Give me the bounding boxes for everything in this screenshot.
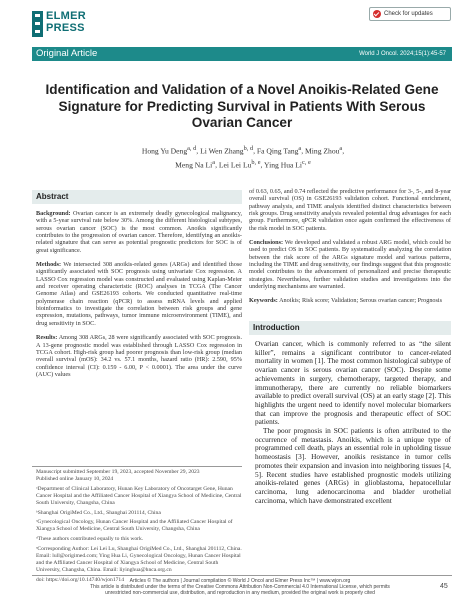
author-affiliation-sup: c, e xyxy=(302,158,311,166)
abstract-background: Background: Ovarian cancer is an extremely deadly gynecological malignancy, with a 5-year survival rate below 30%. Among the different histological subtypes, serous ovarian cancer (SOC) is the most common. Anoikis significantly contributes to the progression of ovarian cancer. Therefore, identifying an anoikis-related signature that can serve as potential prognostic predictors for SOC is of great significance. xyxy=(36,210,242,254)
logo-mark-icon xyxy=(32,11,43,37)
elmer-press-logo xyxy=(32,10,92,40)
introduction-body xyxy=(255,340,451,505)
author-affiliation-sup: b, e xyxy=(251,158,261,166)
article-banner xyxy=(32,47,452,61)
author-affiliation-sup: a xyxy=(298,145,302,152)
checkmark-icon xyxy=(373,10,381,18)
abstract-right-column xyxy=(249,188,451,312)
author-line-2 xyxy=(48,157,438,171)
author-name: , Lei Lei Lu xyxy=(215,160,252,170)
footer-license-1: This article is distributed under the terms of the Creative Commons Attribution Non-Commercial 4.0 International License, which permits xyxy=(90,584,390,590)
affiliation-a: ᵃDepartment of Clinical Laboratory, Hunan Key Laboratory of Oncotarget Gene, Hunan Cancer Hospital and the Affiliated Cancer Hospital of Xiangya School of Medicine, Central South University, Changsha, China xyxy=(36,485,242,506)
affiliation-c: ᶜGynecological Oncology, Hunan Cancer Hospital and the Affiliated Cancer Hospital of Xiangya School of Medicine, Central South University, Changsha, China xyxy=(36,519,233,533)
page-number: 45 xyxy=(440,583,448,590)
abstract-heading: Abstract xyxy=(32,190,242,204)
meta-divider xyxy=(32,466,242,467)
doi-link[interactable]: doi: https://doi.org/10.14740/wjon1714 xyxy=(36,576,125,583)
author-name: , Li Wen Zhang xyxy=(196,146,244,156)
received-date: Manuscript submitted September 19, 2023, accepted November 29, 2023 Published online January 10, 2024 xyxy=(36,469,200,482)
abstract-left-column xyxy=(36,210,242,385)
author-line-1: Hong Yu Deng$^{a, d}$, Li Wen Zhang$^{b, d}$, Fa Qing Tang$^a$, Ming Zhou$^a$, xyxy=(141,145,345,156)
author-affiliation-sup: a xyxy=(212,158,216,166)
affiliation-b: ᵇShanghai OrigiMed Co., Ltd., Shanghai 201114, China xyxy=(36,509,161,516)
introduction-heading: Introduction xyxy=(249,321,451,335)
footer-license-2: unrestricted non-commercial use, distribution, and reproduction in any medium, provided the original work is properly cited xyxy=(105,590,375,596)
author-name: , Ying Hua Li xyxy=(260,160,303,170)
author-list xyxy=(48,143,438,170)
article-title: Identification and Validation of a Novel Anoikis-Related Gene Signature for Predicting Survival in Patients With Serous Ovarian Cancer xyxy=(45,82,439,130)
check-for-updates-label: Check for updates xyxy=(384,11,433,17)
abstract-keywords: Keywords: Anoikis; Risk score; Validation; Serous ovarian cancer; Prognosis xyxy=(249,297,443,305)
logo-text xyxy=(46,10,86,34)
article-metadata xyxy=(36,469,242,587)
logo-line-1: ELMER xyxy=(46,10,86,22)
author-affiliation-sup: a xyxy=(339,145,343,152)
abstract-results: Results: Among 308 ARGs, 28 were significantly associated with SOC prognosis. A 13-gene prognostic model was established through LASSO Cox regression in TCGA cohort. High-risk group had poorer prognosis than low-risk group (median overall survival (mOS): 34.2 vs. 57.1 months, hazard ratio (HR): 2.590, 95% confidence interval (CI): 0.159 - 6.00, P < 0.0001). The area under the curve (AUC) values xyxy=(36,334,242,378)
abstract-results-continued: of 0.63, 0.65, and 0.74 reflected the predictive performance for 3-, 5-, and 8-year overall survival (OS) in GSE26193 validation cohort. Functional enrichment, pathway analysis, and TIME analysis identified distinct characteristics between risk groups. Drug sensitivity analysis revealed potential drug advantages for each group. Furthermore, qPCR validation once again confirmed the effectiveness of the risk model in SOC patients. xyxy=(249,188,451,232)
intro-paragraph-1: Ovarian cancer, which is commonly referred to as “the silent killer”, remains a significant contributor to cancer-related mortality in women [1]. The most common histological subtype of ovarian cancer is serous ovarian cancer (SOC). Despite some achievements in surgery, chemotherapy, targeted therapy, and immunotherapy, there are currently no reliable biomarkers available to predict overall survival (OS) at an early stage [2]. This highlights the urgent need to identify novel molecular biomarkers that can improve the prognosis and therapeutic effect of SOC patients. xyxy=(255,339,451,427)
logo-line-2: PRESS xyxy=(46,22,85,34)
author-affiliation-sup: a, d xyxy=(187,145,197,152)
article-type: Original Article xyxy=(36,48,98,59)
author-affiliation-sup: b, d xyxy=(243,145,254,152)
footer-copyright: Articles © The authors | Journal compilation © World J Oncol and Elmer Press Inc™ | www.wjon.org xyxy=(129,578,351,584)
affiliation-d: ᵈThese authors contributed equally to this work. xyxy=(36,536,144,543)
intro-paragraph-2: The poor prognosis in SOC patients is often attributed to the occurrence of metastasis. Anoikis, which is a unique type of programmed cell death, plays an essential role in upholding tissue homeostasis [3]. However, anoikis resistance in tumor cells promotes their expansion and invasion into neighboring tissues [4, 5]. Recent studies have established prognostic models utilizing anoikis-related genes (ARGs) in glioblastoma, hepatocellular carcinoma, lung adenocarcinoma and bladder urothelial carcinoma, which have demonstrated excellent xyxy=(255,426,451,505)
author-name: Hong Yu Deng xyxy=(141,146,188,156)
author-name: Meng Na Li xyxy=(175,160,213,170)
abstract-conclusions: Conclusions: We developed and validated a robust ARG model, which could be used to predict OS in SOC patients. By systematically analyzing the correlation between the risk score of the ARGs signature model and various patterns, including the TIME and drug sensitivity, our findings suggest that this prognostic model contributes to the advancement of personalized and precise therapeutic strategies. Nevertheless, further validation studies and investigations into the underlying mechanisms are warranted. xyxy=(249,239,451,291)
page-footer xyxy=(60,578,420,596)
corresponding-author: ᵉCorresponding Author: Lei Lei Lu, Shanghai OrigiMed Co., Ltd., Shanghai 201112, China. Email: lull@origimed.com; Ying Hua Li, Gynecological Oncology, Hunan Cancer Hospital and the Affiliated Cancer Hospital of Xiangya School of Medicine, Central South University, Changsha, China. Email: liyinghua@hnca.org.cn xyxy=(36,546,242,573)
abstract-methods: Methods: We intersected 308 anoikis-related genes (ARGs) and identified those significantly associated with SOC prognosis using univariate Cox regression. A LASSO Cox regression model was constructed and evaluated using Kaplan-Meier and receiver operating characteristic (ROC) analyses in TCGA (The Cancer Genome Atlas) and GSE26193 cohorts. We conducted quantitative real-time polymerase chain reaction (qPCR) to assess mRNA levels and applied bioinformatics to investigate the correlation between risk groups and gene expression, mutations, pathways, tumor immune microenvironment (TIME), and drug sensitivity in SOC. xyxy=(36,261,242,327)
author-name: , Fa Qing Tang xyxy=(253,146,299,156)
footer-divider xyxy=(32,575,452,576)
journal-reference: World J Oncol. 2024;15(1):45-57 xyxy=(359,51,446,57)
author-name: , Ming Zhou xyxy=(301,146,340,156)
page-header xyxy=(0,0,474,46)
check-for-updates-button[interactable] xyxy=(369,7,451,21)
